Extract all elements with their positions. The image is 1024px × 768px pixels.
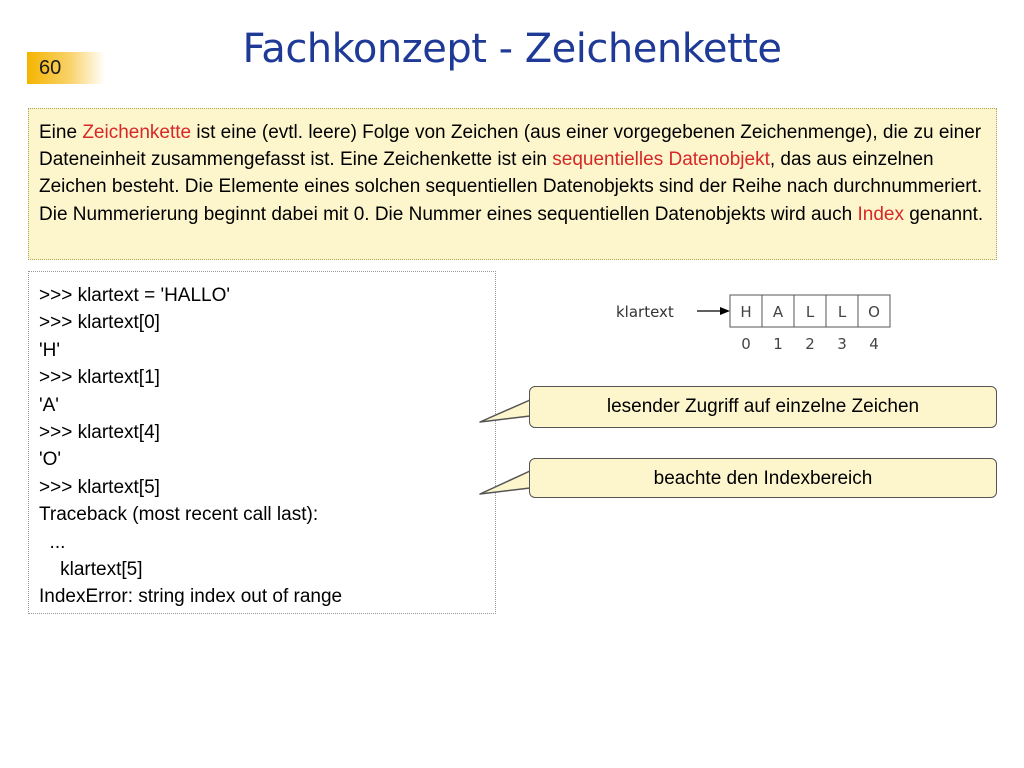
diagram-variable-label: klartext <box>616 303 674 321</box>
definition-text: , das aus einzelnen Zeichen besteht. Die Elemente eines solchen sequentiellen Datenobjekts sind der Reihe nach durchnummeriert. Die Nummerierung beginnt dabei mit 0. Die Nummer eines sequentiellen Datenobjekts wird auch <box>39 149 983 225</box>
index-labels <box>741 335 879 353</box>
index-label: 3 <box>837 335 847 353</box>
term-sequentielles-datenobjekt: sequentielles Datenobjekt <box>552 149 770 171</box>
arrow-head-icon <box>720 307 730 315</box>
string-index-diagram <box>600 288 900 358</box>
code-line: 'A' <box>39 394 59 416</box>
code-line: IndexError: string index out of range <box>39 586 343 608</box>
index-label: 2 <box>805 335 815 353</box>
callout-read-access: lesender Zugriff auf einzelne Zeichen <box>529 386 997 428</box>
term-index: Index <box>857 203 904 225</box>
code-listing <box>28 271 496 614</box>
index-label: 0 <box>741 335 751 353</box>
code-line: >>> klartext[5] <box>39 476 160 498</box>
definition-text: genannt. <box>903 203 984 225</box>
page-number: 60 <box>27 52 105 84</box>
code-line: 'O' <box>39 449 62 471</box>
code-line: >>> klartext[1] <box>39 367 160 389</box>
char-value: O <box>868 303 880 321</box>
char-value: H <box>740 303 752 321</box>
code-line: Traceback (most recent call last): <box>39 504 319 526</box>
char-value: L <box>805 303 815 321</box>
index-label: 4 <box>869 335 879 353</box>
code-line: >>> klartext[4] <box>39 422 160 444</box>
slide-title: Fachkonzept - Zeichenkette <box>242 26 782 72</box>
definition-text: ist eine (evtl. leere) Folge von Zeichen (aus einer vorgegebenen Zeichenmenge), die zu einer Dateneinheit zusammengefasst ist. Eine Zeichenkette ist ein <box>39 122 982 171</box>
code-line: >>> klartext[0] <box>39 312 160 334</box>
char-value: A <box>772 303 784 321</box>
definition-box <box>28 108 997 260</box>
code-line: >>> klartext = 'HALLO' <box>39 285 231 306</box>
term-zeichenkette: Zeichenkette <box>82 122 192 143</box>
code-line: 'H' <box>39 339 60 361</box>
callout-index-range: beachte den Indexbereich <box>529 458 997 498</box>
code-line: klartext[5] <box>39 559 143 581</box>
code-line: ... <box>39 531 66 553</box>
char-cells <box>730 295 890 327</box>
definition-text: Eine <box>39 122 83 143</box>
index-label: 1 <box>773 335 783 353</box>
char-value: L <box>837 303 847 321</box>
